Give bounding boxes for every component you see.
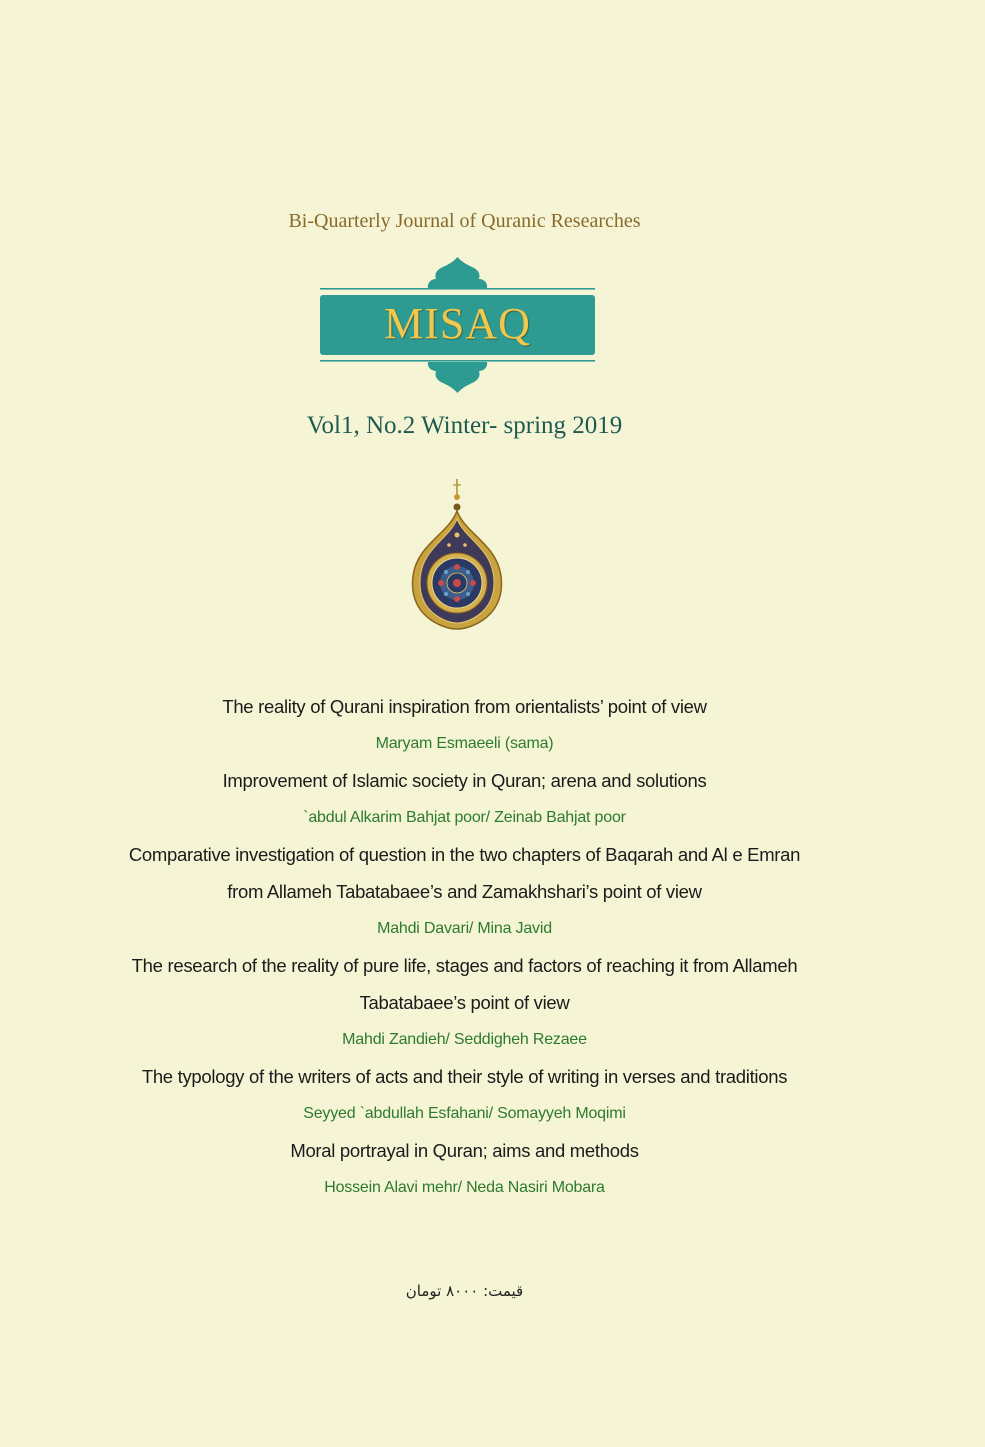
journal-subtitle: Bi-Quarterly Journal of Quranic Researches — [288, 210, 641, 232]
title-banner — [320, 255, 595, 395]
ornamental-medallion-icon — [405, 477, 509, 632]
article-author: Hossein Alavi mehr/ Neda Nasiri Mobara — [324, 1179, 605, 1196]
article-title: Tabatabaee’s point of view — [359, 992, 570, 1013]
article-author: `abdul Alkarim Bahjat poor/ Zeinab Bahjat poor — [303, 809, 626, 826]
article-title: Moral portrayal in Quran; aims and methods — [290, 1140, 639, 1161]
article-title: The research of the reality of pure life, stages and factors of reaching it from Allameh — [131, 955, 798, 976]
article-title: from Allameh Tabatabaee’s and Zamakhshari’s point of view — [227, 881, 702, 902]
article-author: Mahdi Zandieh/ Seddigheh Rezaee — [342, 1031, 587, 1048]
article-author: Maryam Esmaeeli (sama) — [375, 735, 554, 752]
article-author: Mahdi Davari/ Mina Javid — [377, 920, 552, 937]
article-title: The typology of the writers of acts and their style of writing in verses and traditions — [141, 1066, 788, 1087]
volume-info: Vol1, No.2 Winter- spring 2019 — [306, 412, 623, 439]
price-label: قیمت: ۸۰۰۰ تومان — [405, 1282, 524, 1300]
article-title: Comparative investigation of question in the two chapters of Baqarah and Al e Emran — [128, 844, 801, 865]
table-of-contents — [0, 688, 957, 1206]
article-title: Improvement of Islamic society in Quran; arena and solutions — [222, 770, 707, 791]
article-author: Seyyed `abdullah Esfahani/ Somayyeh Moqimi — [303, 1105, 626, 1122]
journal-name: MISAQ — [384, 299, 531, 348]
article-title: The reality of Qurani inspiration from orientalists’ point of view — [222, 696, 707, 717]
